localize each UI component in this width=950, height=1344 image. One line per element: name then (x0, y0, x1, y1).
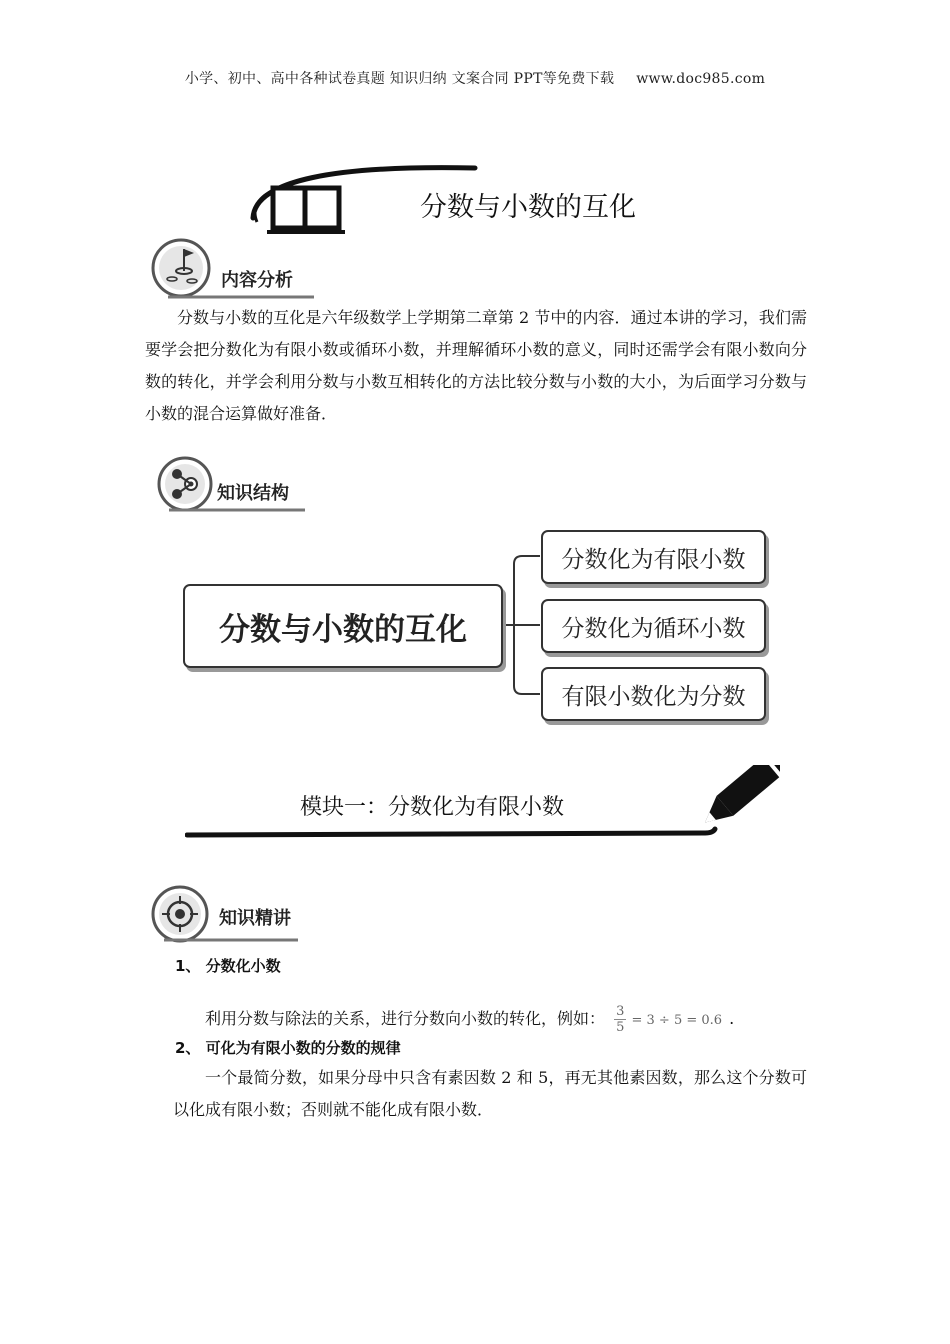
point-1-text: 利用分数与除法的关系，进行分数向小数的转化，例如： (205, 1009, 606, 1028)
book-icon (267, 188, 345, 232)
example-fraction (614, 1004, 626, 1035)
header-site: www.doc985.com (636, 71, 766, 87)
point-1-heading: 1、 分数化小数 (175, 957, 281, 975)
point-2-text: 一个最简分数，如果分母中只含有素因数 2 和 5，再无其他素因数，那么这个分数可以化成有限小数；否则就不能化成有限小数． (173, 1068, 807, 1119)
point-1-end: . (729, 1009, 735, 1028)
section-explain-label: 知识精讲 (219, 908, 291, 929)
diagram-branch-2: 分数化为循环小数 (541, 599, 766, 653)
fraction-numerator: 3 (616, 1004, 625, 1019)
section-analysis-label: 内容分析 (221, 270, 293, 291)
diagram-branch-3: 有限小数化为分数 (541, 667, 766, 721)
example-expression: = 3 ÷ 5 = 0.6 (631, 1013, 723, 1028)
header-text: 小学、初中、高中各种试卷真题 知识归纳 文案合同 PPT等免费下载 (184, 71, 615, 87)
diagram-branch-1: 分数化为有限小数 (541, 530, 766, 584)
analysis-text: 分数与小数的互化是六年级数学上学期第二章第 2 节中的内容．通过本讲的学习，我们需要学会把分数化为有限小数或循环小数，并理解循环小数的意义，同时还需学会有限小数向分数的转化，并学会利用分数与小数互相转化的方法比较分数与小数的大小，为后面学习分数与小数的混合运算做好准备． (145, 308, 807, 423)
diagram-root: 分数与小数的互化 (183, 584, 503, 668)
analysis-paragraph (145, 302, 807, 430)
point-2-heading: 2、 可化为有限小数的分数的规律 (175, 1039, 401, 1057)
page-title: 分数与小数的互化 (420, 192, 636, 223)
fraction-denominator: 5 (616, 1020, 625, 1035)
point-1-body (205, 1001, 765, 1039)
page-header (0, 68, 950, 88)
module-title: 模块一：分数化为有限小数 (300, 795, 565, 820)
pencil-icon (697, 765, 780, 833)
module-underline (185, 765, 780, 845)
section-structure-label: 知识结构 (217, 483, 289, 504)
point-2-paragraph (173, 1062, 807, 1126)
